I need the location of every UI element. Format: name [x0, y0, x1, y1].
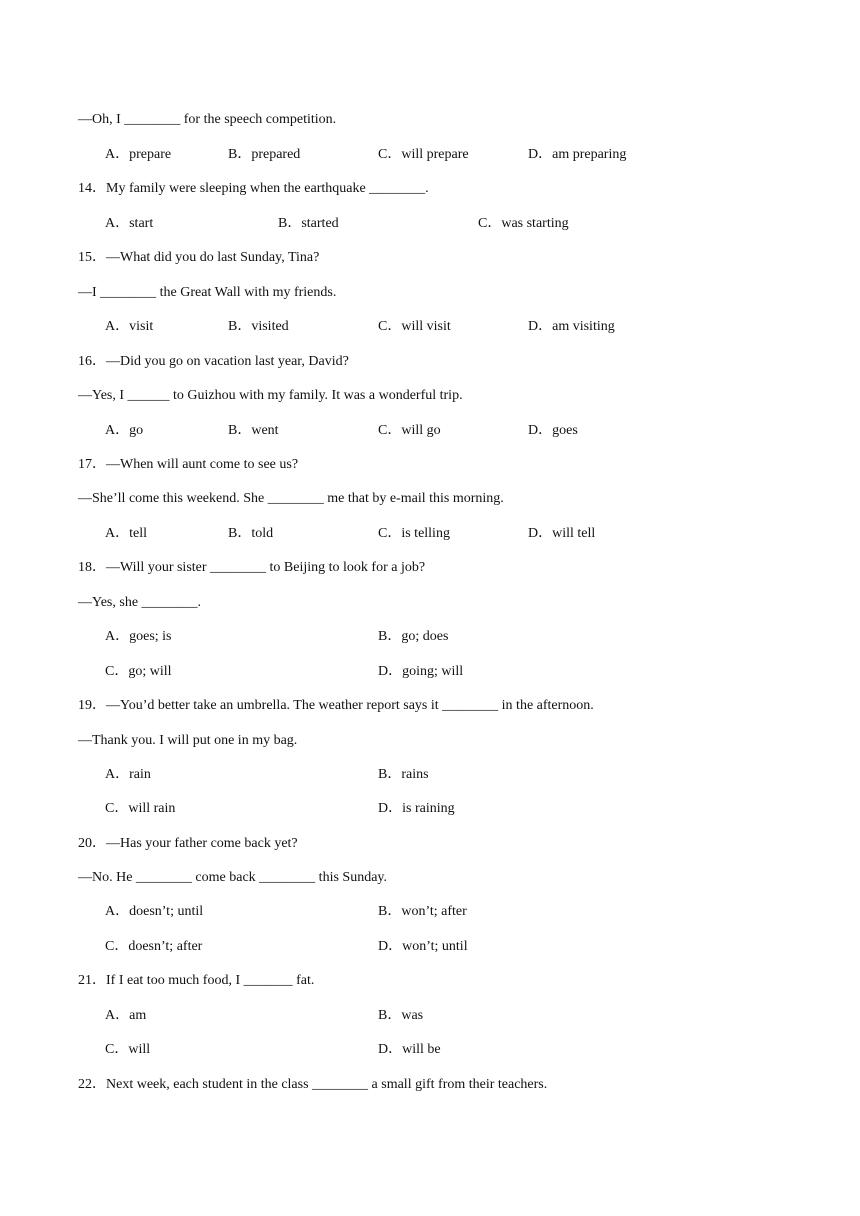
- question-13-answer-line: —Oh, I ________ for the speech competition.: [78, 112, 337, 127]
- option-21-b: B．was: [378, 1008, 424, 1023]
- option-17-b: B．told: [228, 526, 274, 541]
- option-16-d: D．goes: [528, 423, 578, 438]
- question-18-response: —Yes, she ________.: [78, 595, 202, 610]
- question-14: 14．My family were sleeping when the earthquake ________.: [78, 181, 429, 196]
- question-15: 15．—What did you do last Sunday, Tina?: [78, 250, 320, 265]
- option-18-a: A．goes; is: [105, 629, 172, 644]
- option-15-c: C．will visit: [378, 319, 451, 334]
- option-13-a: A．prepare: [105, 147, 172, 162]
- option-14-c: C．was starting: [478, 216, 569, 231]
- question-17-response: —She’ll come this weekend. She ________ me that by e-mail this morning.: [78, 491, 504, 506]
- question-16: 16．—Did you go on vacation last year, David?: [78, 354, 349, 369]
- option-13-d: D．am preparing: [528, 147, 627, 162]
- option-16-c: C．will go: [378, 423, 441, 438]
- option-21-d: D．will be: [378, 1042, 441, 1057]
- question-19-response: —Thank you. I will put one in my bag.: [78, 733, 298, 748]
- option-14-b: B．started: [278, 216, 339, 231]
- question-20-response: —No. He ________ come back ________ this Sunday.: [78, 870, 387, 885]
- option-18-c: C．go; will: [105, 664, 172, 679]
- question-17: 17．—When will aunt come to see us?: [78, 457, 299, 472]
- option-19-a: A．rain: [105, 767, 151, 782]
- question-22: 22．Next week, each student in the class ________ a small gift from their teachers.: [78, 1077, 548, 1092]
- option-19-d: D．is raining: [378, 801, 455, 816]
- option-16-b: B．went: [228, 423, 279, 438]
- option-18-d: D．going; will: [378, 664, 464, 679]
- question-15-response: —I ________ the Great Wall with my friends.: [78, 285, 337, 300]
- option-16-a: A．go: [105, 423, 144, 438]
- option-13-c: C．will prepare: [378, 147, 469, 162]
- question-18: 18．—Will your sister ________ to Beijing to look for a job?: [78, 560, 426, 575]
- option-21-c: C．will: [105, 1042, 151, 1057]
- option-20-a: A．doesn’t; until: [105, 904, 204, 919]
- option-14-a: A．start: [105, 216, 154, 231]
- option-19-c: C．will rain: [105, 801, 176, 816]
- option-17-a: A．tell: [105, 526, 147, 541]
- option-15-b: B．visited: [228, 319, 289, 334]
- question-16-response: —Yes, I ______ to Guizhou with my family. It was a wonderful trip.: [78, 388, 463, 403]
- option-13-b: B．prepared: [228, 147, 301, 162]
- option-15-a: A．visit: [105, 319, 154, 334]
- option-20-b: B．won’t; after: [378, 904, 467, 919]
- option-18-b: B．go; does: [378, 629, 449, 644]
- question-20: 20．—Has your father come back yet?: [78, 836, 298, 851]
- option-20-d: D．won’t; until: [378, 939, 468, 954]
- option-19-b: B．rains: [378, 767, 429, 782]
- option-21-a: A．am: [105, 1008, 147, 1023]
- option-17-c: C．is telling: [378, 526, 450, 541]
- option-17-d: D．will tell: [528, 526, 596, 541]
- question-21: 21．If I eat too much food, I _______ fat.: [78, 973, 315, 988]
- option-20-c: C．doesn’t; after: [105, 939, 203, 954]
- option-15-d: D．am visiting: [528, 319, 615, 334]
- question-19: 19．—You’d better take an umbrella. The weather report says it ________ in the afternoon.: [78, 698, 594, 713]
